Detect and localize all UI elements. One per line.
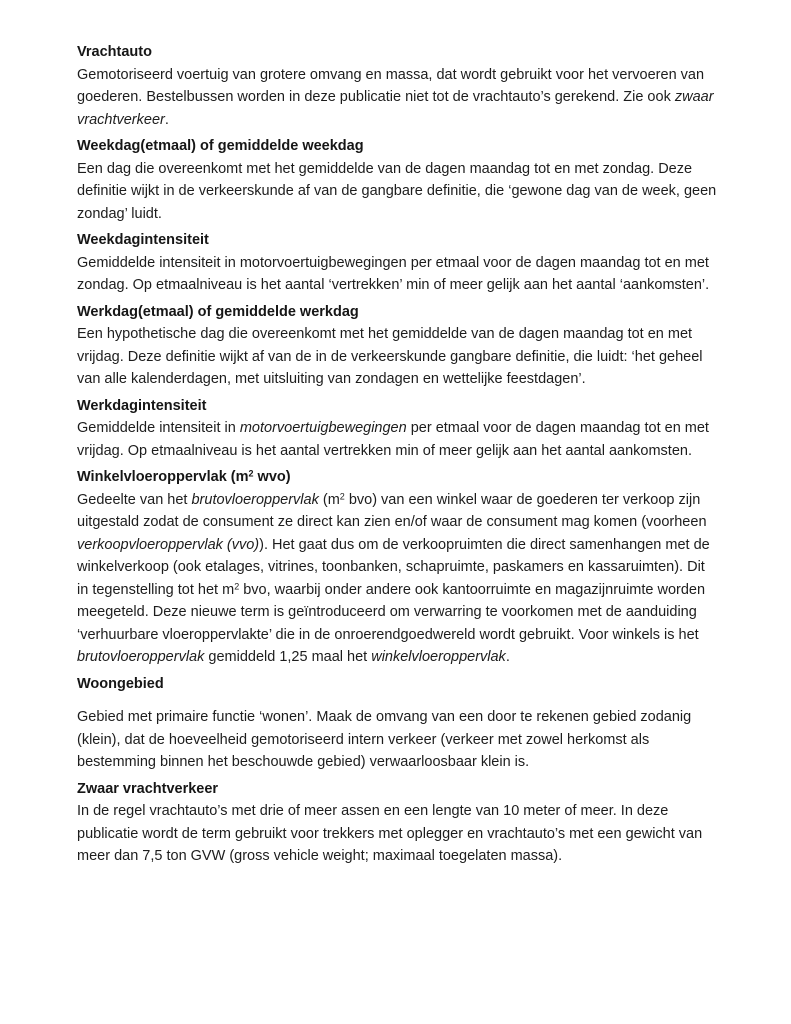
term-section: [77, 135, 717, 225]
term-heading: [77, 466, 717, 489]
text-run: Weekdag(etmaal) of gemiddelde weekdag: [77, 138, 364, 154]
text-run: Een dag die overeenkomt met het gemiddelde van de dagen maandag tot en met zondag. Deze definitie wijkt in de verkeerskunde af van de gangbare definitie, die ‘gewone dag van de week, geen zondag’ luidt.: [77, 160, 717, 222]
italic-text: winkelvloeroppervlak: [371, 649, 506, 665]
term-definition: [77, 323, 717, 391]
term-definition: [77, 706, 717, 774]
text-run: Gemiddelde intensiteit in motorvoertuigbewegingen per etmaal voor de dagen maandag tot en met zondag. Op etmaalniveau is het aantal ‘vertrekken’ min of meer gelijk aan het aantal ‘aankomsten’.: [77, 254, 710, 293]
superscript-text: 2: [339, 491, 345, 501]
term-heading: [77, 673, 717, 696]
text-run: per etmaal voor de dagen maandag tot en met vrijdag. Op etmaalniveau is het aantal vertrekken min of meer gelijk aan het aantal aankomsten.: [77, 420, 709, 459]
term-section: [77, 301, 717, 391]
text-run: Gebied met primaire functie ‘wonen’. Maak de omvang van een door te rekenen gebied zodanig (klein), dat de hoeveelheid gemotoriseerd intern verkeer (verkeer met zowel herkomst als bestemming binnen het beschouwde gebied) verwaarloosbaar klein is.: [77, 709, 692, 770]
term-section: [77, 673, 717, 774]
text-run: (m: [318, 491, 340, 508]
term-section: [77, 229, 717, 297]
text-run: Werkdagintensiteit: [77, 397, 207, 414]
glossary-content: [77, 41, 717, 868]
text-run: gemiddeld 1,25 maal het: [204, 649, 372, 665]
italic-text: brutovloeroppervlak: [77, 649, 205, 665]
text-run: Gedeelte van het: [77, 491, 192, 508]
term-section: [77, 395, 717, 463]
text-run: .: [164, 111, 169, 128]
term-heading: [77, 395, 717, 418]
text-run: bvo) van een winkel waar de goederen ter verkoop zijn uitgestald zodat de consument ze direct kan zien en/of waar de consument mag komen (voorheen: [77, 491, 707, 530]
superscript-text: 2: [234, 581, 240, 591]
text-run: Gemotoriseerd voertuig van grotere omvang en massa, dat wordt gebruikt voor het vervoeren van goederen. Bestelbussen worden in deze publicatie niet tot de vrachtauto’s gerekend. Zie ook: [77, 66, 705, 105]
text-run: Weekdagintensiteit: [77, 232, 209, 248]
text-run: Zwaar vrachtverkeer: [77, 780, 219, 797]
term-definition: [77, 252, 717, 297]
text-run: Winkelvloeroppervlak (m: [77, 469, 249, 485]
italic-text: verkoopvloeroppervlak (vvo): [77, 536, 260, 553]
text-run: Een hypothetische dag die overeenkomt met het gemiddelde van de dagen maandag tot en met vrijdag. Deze definitie wijkt af van de in de verkeerskunde gangbare definitie, die luidt: ‘het geheel van alle kalenderdagen, met uitsluiting van zondagen en wettelijke feestdagen’.: [77, 326, 703, 387]
term-definition: [77, 800, 717, 868]
superscript-text: 2: [248, 468, 254, 479]
text-run: wvo): [253, 469, 291, 485]
term-heading: [77, 41, 717, 64]
term-heading: [77, 229, 717, 252]
term-section: [77, 778, 717, 868]
term-definition: [77, 158, 717, 226]
term-definition: [77, 489, 717, 669]
term-section: [77, 41, 717, 131]
text-run: bvo, waarbij onder andere ook kantoorruimte en magazijnruimte worden meegeteld. Deze nieuwe term is geïntroduceerd om verwarring te voorkomen met de aanduiding ‘verhuurbare vloeroppervlakte’ die in de onroerendgoedwereld wordt gebruikt. Voor winkels is het: [77, 581, 706, 643]
text-run: In de regel vrachtauto’s met drie of meer assen en een lengte van 10 meter of meer. In deze publicatie wordt de term gebruikt voor trekkers met oplegger en vrachtauto’s met een gewicht van meer dan 7,5 ton GVW (gross vehicle weight; maximaal toegelaten massa).: [77, 803, 703, 864]
text-run: Vrachtauto: [77, 44, 152, 60]
text-run: ). Het gaat dus om de verkoopruimten die direct samenhangen met de winkelverkoop (ook etalages, vitrines, toonbanken, schapruimte, paskamers en kassaruimten). Dit in tegenstelling tot het m: [77, 536, 710, 598]
text-run: Werkdag(etmaal) of gemiddelde werkdag: [77, 303, 359, 320]
term-definition: [77, 64, 717, 132]
term-definition: [77, 417, 717, 462]
term-section: [77, 466, 717, 669]
text-run: .: [505, 649, 510, 665]
italic-text: motorvoertuigbewegingen: [239, 420, 407, 436]
italic-text: zwaar vrachtverkeer: [77, 89, 714, 128]
text-run: Woongebied: [77, 675, 164, 692]
term-heading: [77, 778, 717, 801]
term-heading: [77, 135, 717, 158]
italic-text: brutovloeroppervlak: [191, 491, 319, 508]
text-run: Gemiddelde intensiteit in: [77, 420, 240, 436]
term-heading: [77, 301, 717, 324]
